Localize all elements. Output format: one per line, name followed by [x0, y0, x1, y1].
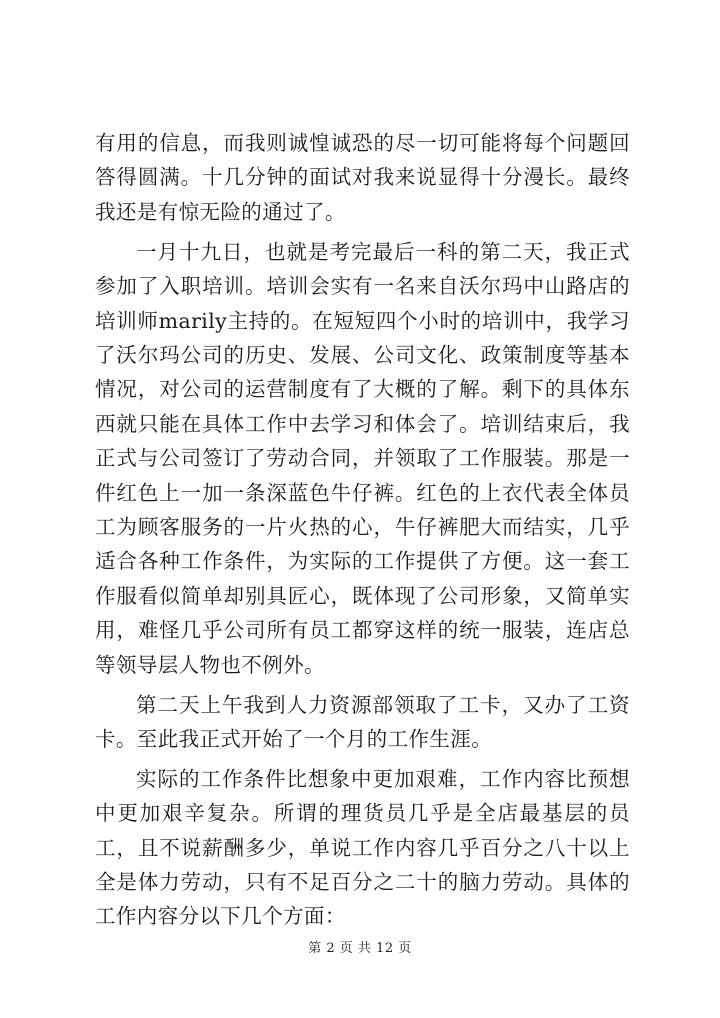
paragraph-3: 第二天上午我到人力资源部领取了工卡，又办了工资卡。至此我正式开始了一个月的工作生涯。	[95, 692, 630, 751]
page-footer	[0, 937, 720, 956]
paragraph-4: 实际的工作条件比想象中更加艰难，工作内容比预想中更加艰辛复杂。所谓的理货员几乎是全店最基层的员工，且不说薪酬多少，单说工作内容几乎百分之八十以上全是体力劳动，只有不足百分之二十的脑力劳动。具体的工作内容分以下几个方面：	[95, 766, 630, 929]
paragraph-1: 有用的信息，而我则诚惶诚恐的尽一切可能将每个问题回答得圆满。十几分钟的面试对我来说显得十分漫长。最终我还是有惊无险的通过了。	[95, 131, 630, 224]
paragraph-2: 一月十九日，也就是考完最后一科的第二天，我正式参加了入职培训。培训会实有一名来自沃尔玛中山路店的培训师marily主持的。在短短四个小时的培训中，我学习了沃尔玛公司的历史、发展、公司文化、政策制度等基本情况，对公司的运营制度有了大概的了解。剩下的具体东西就只能在具体工作中去学习和体会了。培训结束后，我正式与公司签订了劳动合同，并领取了工作服装。那是一件红色上一加一条深蓝色牛仔裤。红色的上衣代表全体员工为顾客服务的一片火热的心，牛仔裤肥大而结实，几乎适合各种工作条件，为实际的工作提供了方便。这一套工作服看似简单却别具匠心，既体现了公司形象，又简单实用，难怪几乎公司所有员工都穿这样的统一服装，连店总等领导层人物也不例外。	[95, 239, 630, 677]
document-body	[95, 126, 630, 939]
page-number-label: 第 2 页 共 12 页	[308, 941, 412, 956]
